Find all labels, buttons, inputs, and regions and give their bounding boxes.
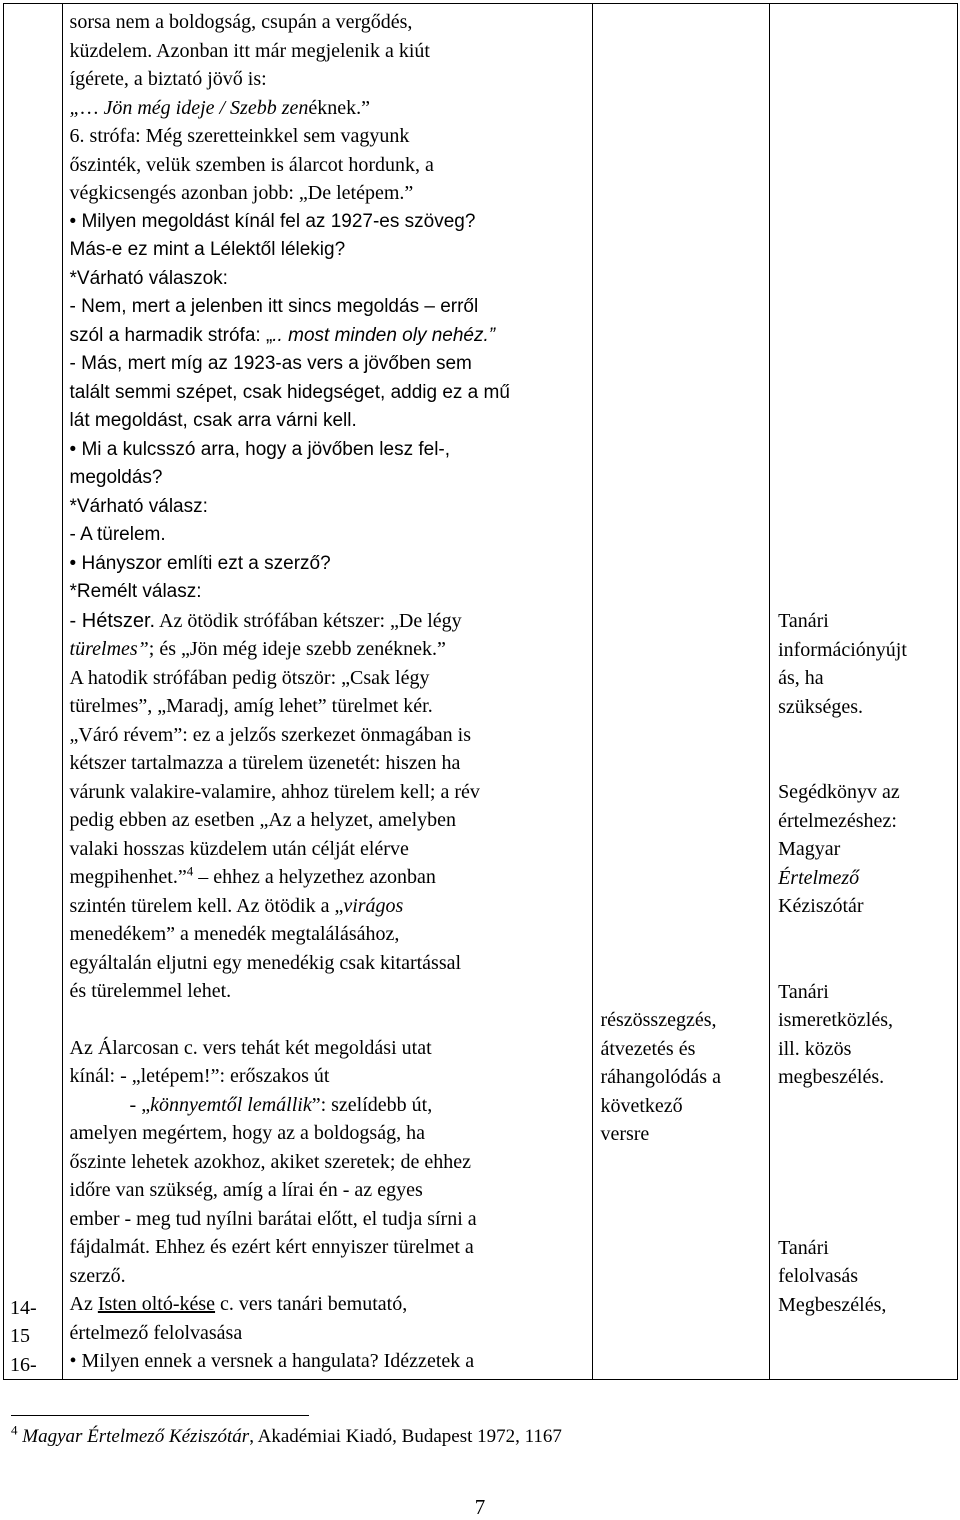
row-number-cell [4,4,63,1380]
tool-line: felolvasás [778,1265,859,1287]
footnote-title: Magyar Értelmező Kéziszótár [22,1426,250,1447]
answer-line: - Nem, mert a jelenben itt sincs megoldás – erről [69,296,479,317]
row-number: 16- [10,1353,37,1376]
tool-line: megbeszélés. [778,1066,885,1088]
poem-title: Isten oltó-kése [97,1293,216,1315]
quote-line: „… Jön még ideje / Szebb zenéknek.” [69,96,371,119]
text-line: megpihenhet.”$^4$ – ehhez a helyzethez azonban [69,863,436,888]
tool-line: ás, ha [778,667,824,689]
text-line: ígérete, a biztató jövő is: [69,68,267,90]
text-line: türelmes”; és „Jön még ideje szebb zenéknek.” [69,638,446,660]
text-line: kínál: - „letépem!”: erőszakos út [69,1065,330,1087]
text-line: végkicsengés azonban jobb: „De letépem.” [69,182,414,204]
text-line: őszinte lehetek azokhoz, akiket szeretek; de ehhez [69,1150,471,1173]
tools-cell [770,4,958,1380]
text-line: Az Isten oltó-kése c. vers tanári bemutató, [69,1293,408,1315]
text-line: amelyen megértem, hogy az a boldogság, ha [69,1122,425,1144]
question-bullet: • Milyen megoldást kínál fel az 1927-es szöveg? [70,208,587,237]
text-line: szerző. [69,1264,126,1287]
answer-line: - Más, mert míg az 1923-as vers a jövőben sem [69,353,472,374]
activity-line: átvezetés és [600,1037,696,1060]
text-line: A hatodik strófában pedig ötször: „Csak légy [69,666,430,689]
tool-line: információnyújt [778,638,907,661]
activity-cell [593,4,770,1380]
footnote-text: , Akadémiai Kiadó, Budapest 1972, 1167 [249,1426,562,1447]
tool-line: Tanári [778,980,829,1003]
spacer [70,1006,587,1034]
footnote-separator [11,1415,309,1416]
answer-line: - Hétszer. Az ötödik strófában kétszer: „De légy [69,609,462,632]
tool-line: értelmezéshez: [778,809,897,832]
tool-line: szükséges. [778,695,864,718]
question-line: Más-e ez mint a Lélektől lélekig? [69,239,346,260]
text-line: értelmező felolvasása [69,1321,243,1344]
tool-line: Megbeszélés, [778,1293,887,1316]
footnote-number: 4 [11,1422,18,1438]
text-line: egyáltalán eljutni egy menedékig csak kitartással [69,951,462,974]
tool-line: ill. közös [778,1037,852,1060]
text-line: pedig ebben az esetben „Az a helyzet, amelyben [69,809,457,831]
table-row [4,4,958,1380]
text-line: Az Álarcosan c. vers tehát két megoldási utat [69,1036,432,1059]
text-line: ember - meg tud nyílni barátai előtt, el tudja sírni a [69,1207,477,1230]
tool-line: Kéziszótár [778,895,864,917]
answer-line: talált semmi szépet, csak hidegséget, addig ez a mű [69,381,510,403]
tool-line: Tanári [778,1236,829,1259]
question-bullet: • Milyen ennek a versnek a hangulata? Idézzetek a [70,1347,587,1376]
footnote-ref: 4 [186,863,194,879]
text-line: szintén türelem kell. Az ötödik a „virágos [69,894,404,917]
page-number: 7 [474,1495,486,1519]
question-bullet: • Mi a kulcsszó arra, hogy a jövőben lesz fel-, [70,436,587,465]
answer-line: szól a harmadik strófa: „.. most minden oly nehéz.” [69,324,496,346]
text-line: várunk valakire-valamire, ahhoz türelem kell; a rév [69,780,480,803]
activity-line: versre [600,1123,650,1145]
text-line: őszinték, velük szemben is álarcot hordunk, a [69,153,434,176]
text-line: valaki hosszas küzdelem után célját elérve [69,837,409,860]
text-line: és türelemmel lehet. [69,980,232,1002]
tool-line: Segédkönyv az [778,781,900,803]
text-line: „Váró révem”: ez a jelzős szerkezet önmagában is [69,723,471,746]
text-line: - „könnyemtől lemállik”: szelídebb út, [129,1093,433,1116]
answer-line: - A türelem. [69,524,166,545]
question-line: megoldás? [69,467,163,488]
text-line: küzdelem. Azonban itt már megjelenik a kiút [69,39,430,62]
text-line: 6. strófa: Még szeretteinkkel sem vagyunk [69,125,410,147]
text-line: kétszer tartalmazza a türelem üzenetét: hiszen ha [69,752,461,774]
row-number: 15 [10,1325,30,1347]
activity-line: részösszegzés, [600,1009,717,1031]
text-line: sorsa nem a boldogság, csupán a vergődés, [69,11,413,33]
spacer [778,921,951,978]
text-line: menedékem” a menedék megtalálásához, [69,923,400,945]
answer-line: lát megoldást, csak arra várni kell. [69,410,357,431]
question-bullet: • Hányszor említi ezt a szerző? [70,550,587,579]
answer-label: *Remélt válasz: [69,581,202,602]
main-content-cell [62,4,593,1380]
tool-line: ismeretközlés, [778,1009,894,1031]
footnote [11,1424,562,1450]
activity-line: ráhangolódás a [600,1066,721,1088]
tool-line: Értelmező [778,866,860,889]
text-line: fájdalmát. Ehhez és ezért kért ennyiszer türelmet a [69,1236,474,1258]
lesson-plan-table [3,3,958,1380]
answer-label: *Várható válaszok: [69,267,228,289]
tool-line: Tanári [778,610,829,632]
text-line: időre van szükség, amíg a lírai én - az egyes [69,1179,423,1201]
answer-label: *Várható válasz: [69,495,208,517]
activity-line: következő [600,1094,683,1117]
text-line: türelmes”, „Maradj, amíg lehet” türelmet kér. [69,695,433,717]
row-number: 14- [10,1296,37,1319]
spacer [778,1092,951,1234]
tool-line: Magyar [778,838,841,860]
spacer [778,721,951,778]
